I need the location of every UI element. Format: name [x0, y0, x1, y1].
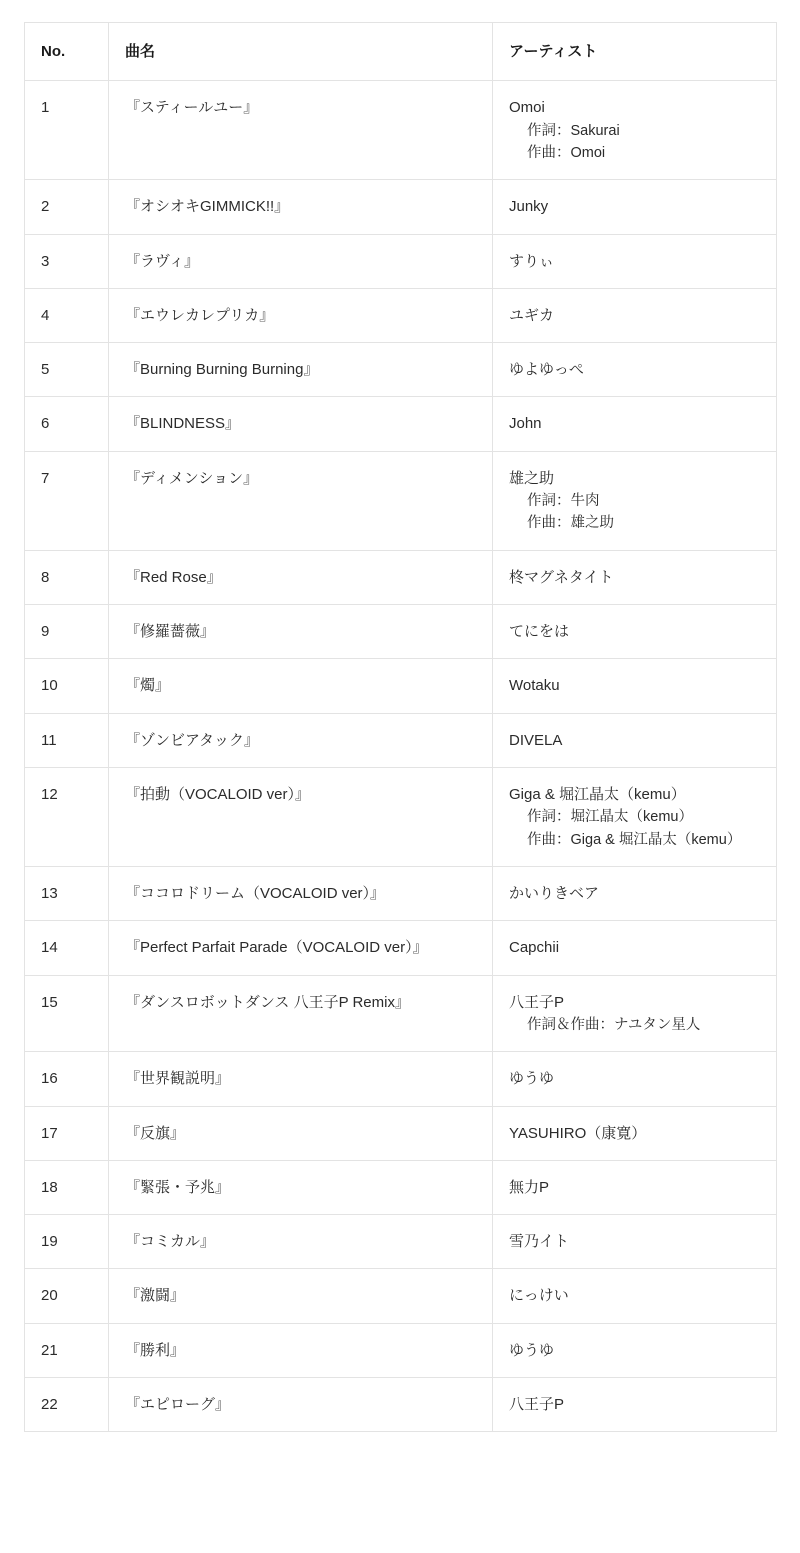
track-artist — [493, 550, 777, 604]
track-artist — [493, 659, 777, 713]
track-title: 『Burning Burning Burning』 — [109, 343, 493, 397]
artist-name: Capchii — [509, 939, 560, 957]
track-number: 20 — [25, 1269, 109, 1323]
track-artist — [493, 1160, 777, 1214]
artist-name: 無力P — [509, 1178, 550, 1196]
track-artist — [493, 81, 777, 180]
table-row — [25, 921, 777, 975]
table-row — [25, 1160, 777, 1214]
track-artist — [493, 451, 777, 550]
artist-name: ユギカ — [509, 306, 555, 324]
table-header-row — [25, 23, 777, 81]
artist-name: ゆうゆ — [509, 1070, 555, 1088]
artist-credit: 作詞：牛肉 — [527, 492, 600, 509]
column-header-artist: アーティスト — [493, 23, 777, 81]
track-number: 15 — [25, 975, 109, 1052]
artist-name: 雪乃イト — [509, 1233, 570, 1251]
track-artist — [493, 975, 777, 1052]
table-row — [25, 451, 777, 550]
table-row — [25, 1052, 777, 1106]
artist-name: 柊マグネタイト — [509, 568, 614, 586]
track-title: 『Perfect Parfait Parade（VOCALOID ver）』 — [109, 921, 493, 975]
track-title: 『ゾンビアタック』 — [109, 713, 493, 767]
table-row — [25, 1377, 777, 1431]
track-number: 10 — [25, 659, 109, 713]
table-row — [25, 234, 777, 288]
track-title: 『エピローグ』 — [109, 1377, 493, 1431]
track-artist — [493, 1323, 777, 1377]
artist-name: すりぃ — [509, 252, 555, 270]
table-row — [25, 550, 777, 604]
track-artist — [493, 1377, 777, 1431]
artist-credit: 作詞：Sakurai — [527, 122, 620, 139]
artist-name: Giga & 堀江晶太（kemu） — [509, 785, 686, 803]
tracklist-table — [24, 22, 777, 1432]
track-number: 2 — [25, 180, 109, 234]
table-row — [25, 659, 777, 713]
track-number: 3 — [25, 234, 109, 288]
track-number: 16 — [25, 1052, 109, 1106]
artist-name: Junky — [509, 198, 549, 216]
track-title: 『スティールユー』 — [109, 81, 493, 180]
table-row — [25, 397, 777, 451]
track-artist — [493, 921, 777, 975]
track-title: 『反旗』 — [109, 1106, 493, 1160]
artist-name: DIVELA — [509, 731, 563, 749]
track-number: 18 — [25, 1160, 109, 1214]
artist-name: John — [509, 415, 542, 433]
track-number: 7 — [25, 451, 109, 550]
track-number: 22 — [25, 1377, 109, 1431]
table-row — [25, 975, 777, 1052]
track-number: 19 — [25, 1215, 109, 1269]
artist-credit: 作曲：Omoi — [527, 144, 606, 161]
artist-name: 雄之助 — [509, 469, 555, 487]
artist-credit: 作曲：Giga & 堀江晶太（kemu） — [527, 831, 742, 848]
track-number: 17 — [25, 1106, 109, 1160]
track-title: 『オシオキGIMMICK!!』 — [109, 180, 493, 234]
track-number: 11 — [25, 713, 109, 767]
table-row — [25, 1106, 777, 1160]
table-row — [25, 343, 777, 397]
track-artist — [493, 867, 777, 921]
track-number: 5 — [25, 343, 109, 397]
table-row — [25, 767, 777, 866]
table-row — [25, 713, 777, 767]
artist-credit: 作曲：雄之助 — [527, 515, 614, 532]
track-number: 12 — [25, 767, 109, 866]
track-number: 14 — [25, 921, 109, 975]
track-artist — [493, 605, 777, 659]
column-header-title: 曲名 — [109, 23, 493, 81]
table-body — [25, 81, 777, 1432]
column-header-no: No. — [25, 23, 109, 81]
table-header — [25, 23, 777, 81]
track-title: 『Red Rose』 — [109, 550, 493, 604]
track-title: 『コミカル』 — [109, 1215, 493, 1269]
track-title: 『ダンスロボットダンス 八王子P Remix』 — [109, 975, 493, 1052]
artist-name: Wotaku — [509, 677, 560, 695]
track-number: 21 — [25, 1323, 109, 1377]
track-artist — [493, 180, 777, 234]
track-title: 『ココロドリーム（VOCALOID ver）』 — [109, 867, 493, 921]
track-artist — [493, 1052, 777, 1106]
track-title: 『拍動（VOCALOID ver）』 — [109, 767, 493, 866]
artist-credit: 作詞＆作曲：ナユタン星人 — [527, 1016, 701, 1033]
track-number: 1 — [25, 81, 109, 180]
artist-name: にっけい — [509, 1287, 569, 1305]
artist-credit: 作詞：堀江晶太（kemu） — [527, 809, 693, 826]
table-row — [25, 1269, 777, 1323]
table-row — [25, 81, 777, 180]
track-artist — [493, 1269, 777, 1323]
track-number: 4 — [25, 288, 109, 342]
artist-name: Omoi — [509, 99, 545, 117]
track-artist — [493, 234, 777, 288]
table-row — [25, 288, 777, 342]
artist-name: てにをは — [509, 623, 570, 641]
track-title: 『燭』 — [109, 659, 493, 713]
artist-name: かいりきベア — [509, 885, 600, 903]
artist-name: ゆよゆっぺ — [509, 361, 584, 379]
track-artist — [493, 288, 777, 342]
track-title: 『勝利』 — [109, 1323, 493, 1377]
track-title: 『ディメンション』 — [109, 451, 493, 550]
track-title: 『激闘』 — [109, 1269, 493, 1323]
track-number: 6 — [25, 397, 109, 451]
table-row — [25, 1323, 777, 1377]
track-number: 8 — [25, 550, 109, 604]
table-row — [25, 605, 777, 659]
artist-name: 八王子P — [509, 1395, 565, 1413]
track-number: 9 — [25, 605, 109, 659]
track-artist — [493, 1106, 777, 1160]
table-row — [25, 1215, 777, 1269]
artist-name: 八王子P — [509, 993, 565, 1011]
artist-name: YASUHIRO（康寛） — [509, 1124, 647, 1142]
track-title: 『緊張・予兆』 — [109, 1160, 493, 1214]
artist-name: ゆうゆ — [509, 1341, 555, 1359]
track-number: 13 — [25, 867, 109, 921]
track-title: 『BLINDNESS』 — [109, 397, 493, 451]
track-artist — [493, 1215, 777, 1269]
track-title: 『エウレカレプリカ』 — [109, 288, 493, 342]
track-title: 『修羅薔薇』 — [109, 605, 493, 659]
track-artist — [493, 397, 777, 451]
track-title: 『世界観説明』 — [109, 1052, 493, 1106]
track-title: 『ラヴィ』 — [109, 234, 493, 288]
table-row — [25, 180, 777, 234]
track-artist — [493, 767, 777, 866]
track-artist — [493, 343, 777, 397]
table-row — [25, 867, 777, 921]
track-artist — [493, 713, 777, 767]
